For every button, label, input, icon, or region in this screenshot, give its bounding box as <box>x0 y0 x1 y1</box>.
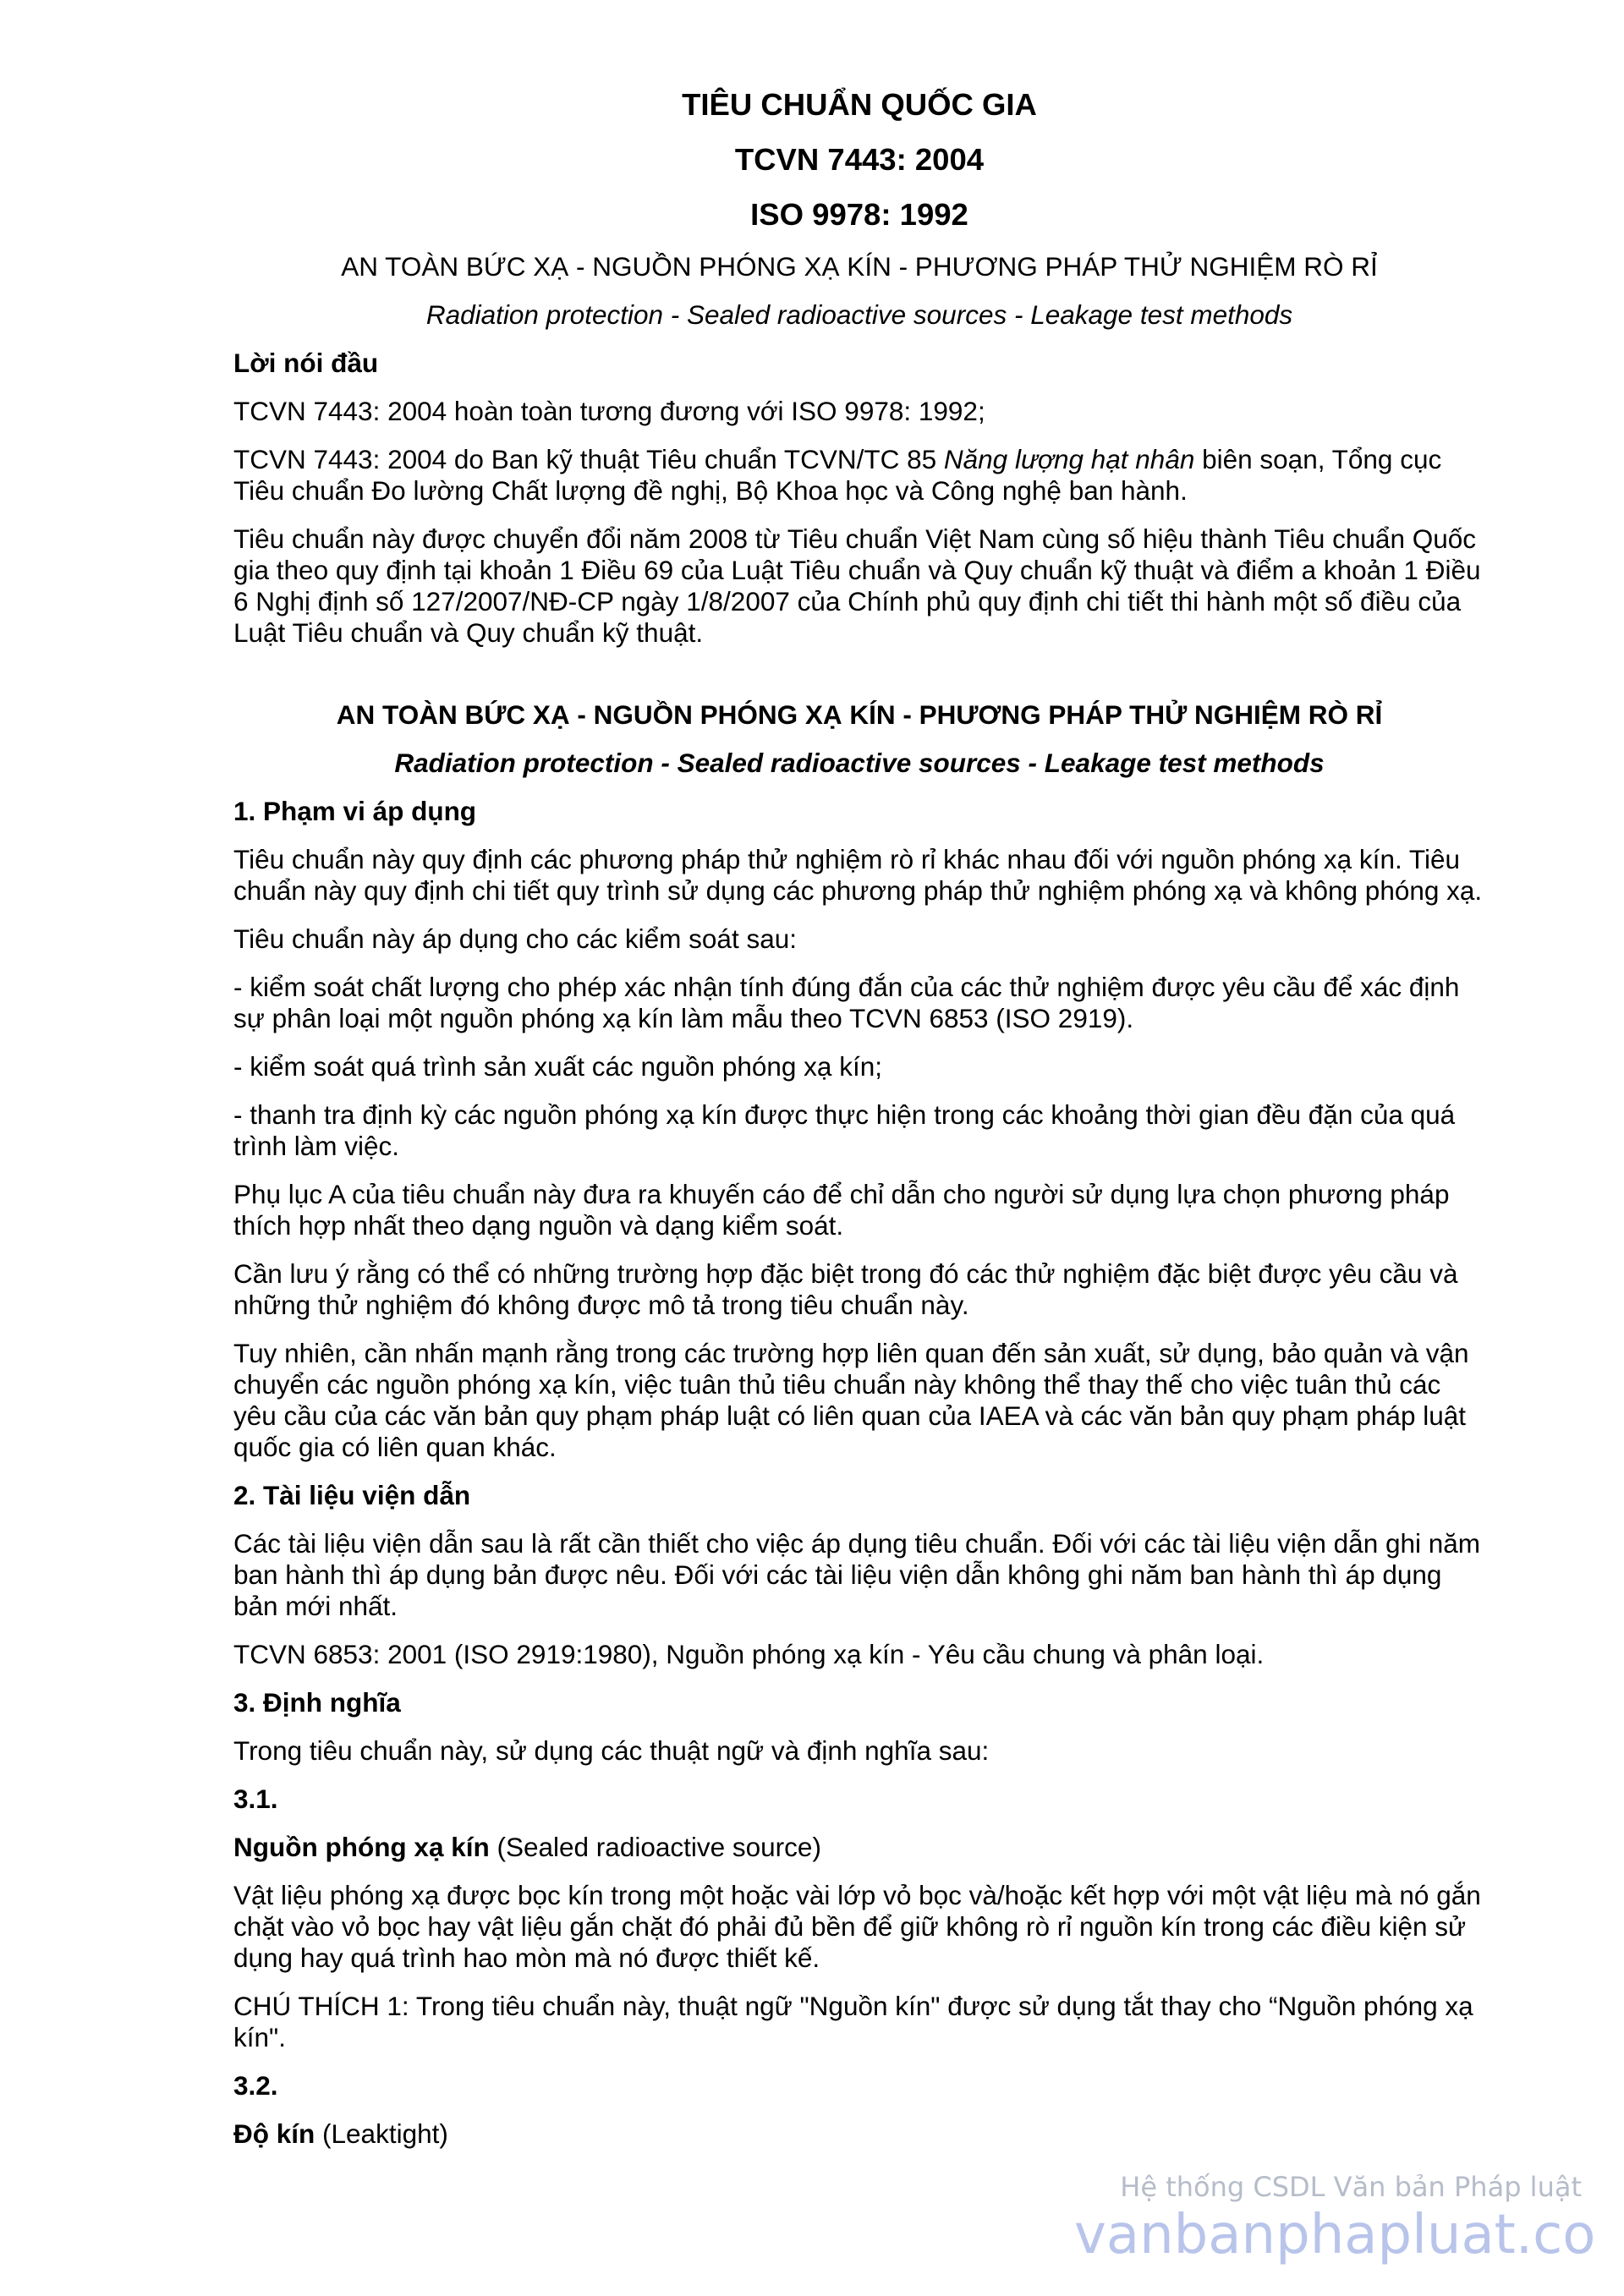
foreword-text: biên soạn, Tổng cục Tiêu chuẩn Đo lường Chất lượng đề nghị, Bộ Khoa học và Công nghệ ban hành. <box>233 444 1442 506</box>
term-line <box>233 2118 1485 2150</box>
term-english: (Sealed radioactive source) <box>489 1832 821 1862</box>
body-title-vietnamese: AN TOÀN BỨC XẠ - NGUỒN PHÓNG XẠ KÍN - PHƯƠNG PHÁP THỬ NGHIỆM RÒ RỈ <box>336 699 1383 730</box>
foreword-paragraph: TCVN 7443: 2004 hoàn toàn tương đương với ISO 9978: 1992; <box>233 396 985 426</box>
doc-title-national-standard: TIÊU CHUẨN QUỐC GIA <box>682 87 1037 122</box>
section-paragraph: Trong tiêu chuẩn này, sử dụng các thuật ngữ và định nghĩa sau: <box>233 1735 990 1766</box>
section-heading: 3. Định nghĩa <box>233 1687 401 1718</box>
section-heading: 1. Phạm vi áp dụng <box>233 796 477 826</box>
section-paragraph: Cần lưu ý rằng có thể có những trường hợp đặc biệt trong đó các thử nghiệm đặc biệt được yêu cầu và những thử nghiệm đó không được mô tả trong tiêu chuẩn này. <box>233 1258 1458 1320</box>
section-paragraph: Các tài liệu viện dẫn sau là rất cần thiết cho việc áp dụng tiêu chuẩn. Đối với các tài liệu viện dẫn ghi năm ban hành thì áp dụng bản được nêu. Đối với các tài liệu viện dẫn không ghi năm ban hành thì áp dụng bản mới nhất. <box>233 1528 1481 1621</box>
clause-number: 3.2. <box>233 2070 278 2101</box>
term-note: CHÚ THÍCH 1: Trong tiêu chuẩn này, thuật ngữ "Nguồn kín" được sử dụng tắt thay cho “Nguồn phóng xạ kín". <box>233 1991 1473 2052</box>
section-list-item: - kiểm soát chất lượng cho phép xác nhận tính đúng đắn của các thử nghiệm được yêu cầu để xác định sự phân loại một nguồn phóng xạ kín làm mẫu theo TCVN 6853 (ISO 2919). <box>233 972 1460 1033</box>
section-paragraph: Tuy nhiên, cần nhấn mạnh rằng trong các trường hợp liên quan đến sản xuất, sử dụng, bảo quản và vận chuyển các nguồn phóng xạ kín, việc tuân thủ tiêu chuẩn này không thể thay thế cho việc tuân thủ các yêu cầu của các văn bản quy phạm pháp luật có liên quan của IAEA và các văn bản quy phạm pháp luật quốc gia có liên quan khác. <box>233 1338 1469 1462</box>
watermark-caption: Hệ thống CSDL Văn bản Pháp luật <box>1120 2171 1582 2203</box>
term-definition: Vật liệu phóng xạ được bọc kín trong một hoặc vài lớp vỏ bọc và/hoặc kết hợp với một vật liệu mà nó gắn chặt vào vỏ bọc hay vật liệu gắn chặt đó phải đủ bền để giữ không rò rỉ nguồn kín trong các điều kiện sử dụng hay quá trình hao mòn mà nó được thiết kế. <box>233 1880 1481 1973</box>
body-title-english: Radiation protection - Sealed radioactive sources - Leakage test methods <box>394 748 1325 778</box>
watermark-site-name: vanbanphapluat.co <box>1074 2204 1596 2266</box>
doc-subtitle-vietnamese: AN TOÀN BỨC XẠ - NGUỒN PHÓNG XẠ KÍN - PHƯƠNG PHÁP THỬ NGHIỆM RÒ RỈ <box>341 251 1378 282</box>
foreword-paragraph: Tiêu chuẩn này được chuyển đổi năm 2008 từ Tiêu chuẩn Việt Nam cùng số hiệu thành Tiêu chuẩn Quốc gia theo quy định tại khoản 1 Điều 69 của Luật Tiêu chuẩn và Quy chuẩn kỹ thuật và điểm a khoản 1 Điều 6 Nghị định số 127/2007/NĐ-CP ngày 1/8/2007 của Chính phủ quy định chi tiết thi hành một số điều của Luật Tiêu chuẩn và Quy chuẩn kỹ thuật. <box>233 523 1481 648</box>
section-paragraph: Tiêu chuẩn này áp dụng cho các kiểm soát sau: <box>233 923 797 954</box>
section-paragraph: Tiêu chuẩn này quy định các phương pháp thử nghiệm rò rỉ khác nhau đối với nguồn phóng xạ kín. Tiêu chuẩn này quy định chi tiết quy trình sử dụng các phương pháp thử nghiệm phóng xạ và không phóng xạ. <box>233 844 1483 906</box>
foreword-text: TCVN 7443: 2004 do Ban kỹ thuật Tiêu chuẩn TCVN/TC 85 <box>233 444 944 474</box>
section-paragraph: Phụ lục A của tiêu chuẩn này đưa ra khuyến cáo để chỉ dẫn cho người sử dụng lựa chọn phương pháp thích hợp nhất theo dạng nguồn và dạng kiểm soát. <box>233 1179 1450 1241</box>
section-paragraph: TCVN 6853: 2001 (ISO 2919:1980), Nguồn phóng xạ kín - Yêu cầu chung và phân loại. <box>233 1639 1265 1669</box>
doc-title-tcvn-number: TCVN 7443: 2004 <box>734 142 985 177</box>
doc-title-iso-number: ISO 9978: 1992 <box>750 197 968 232</box>
term-name: Độ kín <box>233 2118 315 2149</box>
term-line <box>233 1832 1485 1863</box>
term-name: Nguồn phóng xạ kín <box>233 1832 490 1862</box>
doc-subtitle-english: Radiation protection - Sealed radioactive sources - Leakage test methods <box>425 299 1293 330</box>
foreword-paragraph <box>233 444 1485 507</box>
foreword-heading: Lời nói đầu <box>233 348 379 378</box>
section-heading: 2. Tài liệu viện dẫn <box>233 1480 471 1510</box>
section-list-item: - kiểm soát quá trình sản xuất các nguồn phóng xạ kín; <box>233 1051 882 1082</box>
term-english: (Leaktight) <box>315 2118 448 2149</box>
clause-number: 3.1. <box>233 1784 278 1814</box>
section-list-item: - thanh tra định kỳ các nguồn phóng xạ kín được thực hiện trong các khoảng thời gian đều đặn của quá trình làm việc. <box>233 1099 1456 1161</box>
document-page <box>233 86 1485 2167</box>
foreword-italic-term: Năng lượng hạt nhân <box>943 444 1195 474</box>
